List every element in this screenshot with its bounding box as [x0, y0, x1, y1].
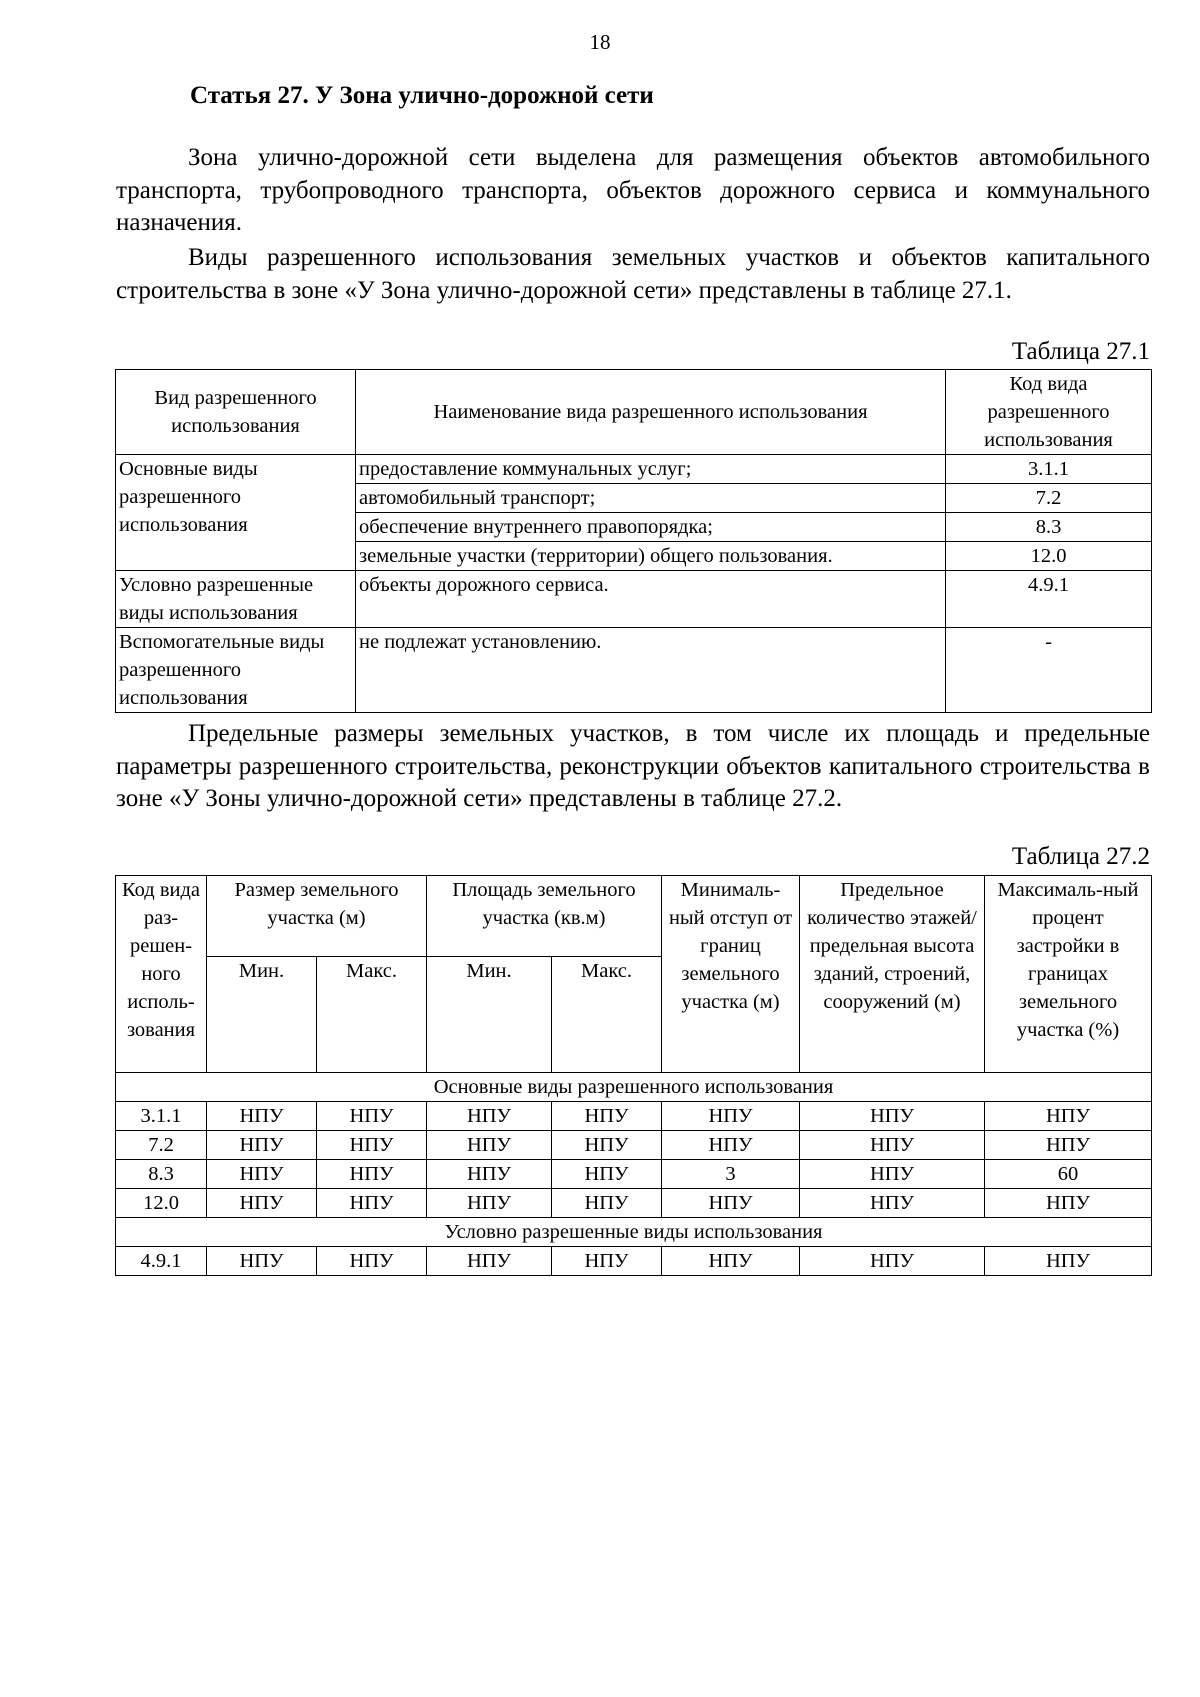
table-row [116, 628, 1152, 713]
row-code: - [946, 628, 1152, 713]
row-value: НПУ [985, 1102, 1152, 1131]
row-code: 7.2 [116, 1131, 207, 1160]
group-label: Условно разрешенные виды использования [116, 571, 356, 628]
table-27-1-caption: Таблица 27.1 [1011, 338, 1150, 365]
article-title: Статья 27. У Зона улично-дорожной сети [190, 82, 654, 109]
section-row [116, 1073, 1152, 1102]
row-code: 4.9.1 [116, 1247, 207, 1276]
row-value: 3 [662, 1160, 800, 1189]
table-row [116, 571, 1152, 628]
row-code: 7.2 [946, 484, 1152, 513]
row-code: 12.0 [946, 542, 1152, 571]
group-label: Вспомогательные виды разрешенного использования [116, 628, 356, 713]
row-value: НПУ [985, 1247, 1152, 1276]
row-value: НПУ [317, 1160, 427, 1189]
paragraph-intro: Зона улично-дорожной сети выделена для размещения объектов автомобильного транспорта, трубопроводного транспорта, объектов дорожного сервиса и коммунального назначения. [116, 144, 1150, 236]
row-code: 4.9.1 [946, 571, 1152, 628]
row-value: НПУ [800, 1189, 985, 1218]
table-row [116, 1102, 1152, 1131]
row-code: 8.3 [116, 1160, 207, 1189]
row-value: НПУ [662, 1102, 800, 1131]
row-code: 3.1.1 [116, 1102, 207, 1131]
row-name: объекты дорожного сервиса. [356, 571, 946, 628]
header-name: Наименование вида разрешенного использования [356, 370, 946, 455]
section-row [116, 1218, 1152, 1247]
row-value: НПУ [207, 1189, 317, 1218]
table-27-2 [115, 875, 1152, 1276]
row-value: НПУ [662, 1247, 800, 1276]
row-value: НПУ [985, 1189, 1152, 1218]
table-row [116, 1189, 1152, 1218]
row-value: НПУ [317, 1131, 427, 1160]
table-27-1 [115, 369, 1152, 713]
row-value: НПУ [800, 1131, 985, 1160]
row-value: НПУ [552, 1160, 662, 1189]
paragraph-limits-intro: Предельные размеры земельных участков, в том числе их площадь и предельные параметры разрешенного строительства, реконструкции объектов капитального строительства в зоне «У Зоны улично-дорожной сети» представлены в таблице 27.2. [116, 720, 1150, 812]
header-plot-area: Площадь земельного участка (кв.м) [427, 876, 662, 957]
table-row [116, 455, 1152, 484]
row-value: НПУ [207, 1247, 317, 1276]
row-name: автомобильный транспорт; [356, 484, 946, 513]
row-value: НПУ [207, 1102, 317, 1131]
row-value: НПУ [985, 1131, 1152, 1160]
row-code: 3.1.1 [946, 455, 1152, 484]
row-value: НПУ [427, 1189, 552, 1218]
header-area-max: Макс. [552, 957, 662, 1073]
header-coverage: Максималь-ный процент застройки в границах земельного участка (%) [985, 876, 1152, 1073]
header-floors: Предельное количество этажей/ предельная высота зданий, строений, сооружений (м) [800, 876, 985, 1073]
row-code: 12.0 [116, 1189, 207, 1218]
row-value: НПУ [207, 1160, 317, 1189]
row-value: 60 [985, 1160, 1152, 1189]
row-value: НПУ [427, 1102, 552, 1131]
table-27-2-caption: Таблица 27.2 [1011, 843, 1150, 870]
row-value: НПУ [427, 1131, 552, 1160]
section-title: Условно разрешенные виды использования [116, 1218, 1152, 1247]
row-name: обеспечение внутреннего правопорядка; [356, 513, 946, 542]
row-name: не подлежат установлению. [356, 628, 946, 713]
paragraph-types-intro: Виды разрешенного использования земельных участков и объектов капитального строительства в зоне «У Зона улично-дорожной сети» представлены в таблице 27.1. [116, 244, 1150, 304]
row-value: НПУ [552, 1131, 662, 1160]
row-value: НПУ [800, 1247, 985, 1276]
row-value: НПУ [317, 1247, 427, 1276]
row-value: НПУ [317, 1189, 427, 1218]
row-value: НПУ [662, 1131, 800, 1160]
row-value: НПУ [427, 1247, 552, 1276]
table-row [116, 1247, 1152, 1276]
header-size-min: Мин. [207, 957, 317, 1073]
table-row [116, 1131, 1152, 1160]
row-name: земельные участки (территории) общего пользования. [356, 542, 946, 571]
table-row [116, 1160, 1152, 1189]
row-value: НПУ [662, 1189, 800, 1218]
group-label: Основные виды разрешенного использования [116, 455, 356, 571]
header-size-max: Макс. [317, 957, 427, 1073]
header-code: Код вида разрешенного использования [946, 370, 1152, 455]
row-value: НПУ [552, 1102, 662, 1131]
row-value: НПУ [427, 1160, 552, 1189]
row-value: НПУ [800, 1160, 985, 1189]
header-plot-size: Размер земельного участка (м) [207, 876, 427, 957]
row-code: 8.3 [946, 513, 1152, 542]
row-value: НПУ [552, 1189, 662, 1218]
section-title: Основные виды разрешенного использования [116, 1073, 1152, 1102]
row-name: предоставление коммунальных услуг; [356, 455, 946, 484]
header-area-min: Мин. [427, 957, 552, 1073]
page-number: 18 [589, 30, 611, 54]
header-setback: Минималь-ный отступ от границ земельного участка (м) [662, 876, 800, 1073]
header-kind: Вид разрешенного использования [116, 370, 356, 455]
header-code: Код вида раз-решен-ного исполь-зования [116, 876, 207, 1073]
row-value: НПУ [800, 1102, 985, 1131]
row-value: НПУ [552, 1247, 662, 1276]
row-value: НПУ [207, 1131, 317, 1160]
row-value: НПУ [317, 1102, 427, 1131]
